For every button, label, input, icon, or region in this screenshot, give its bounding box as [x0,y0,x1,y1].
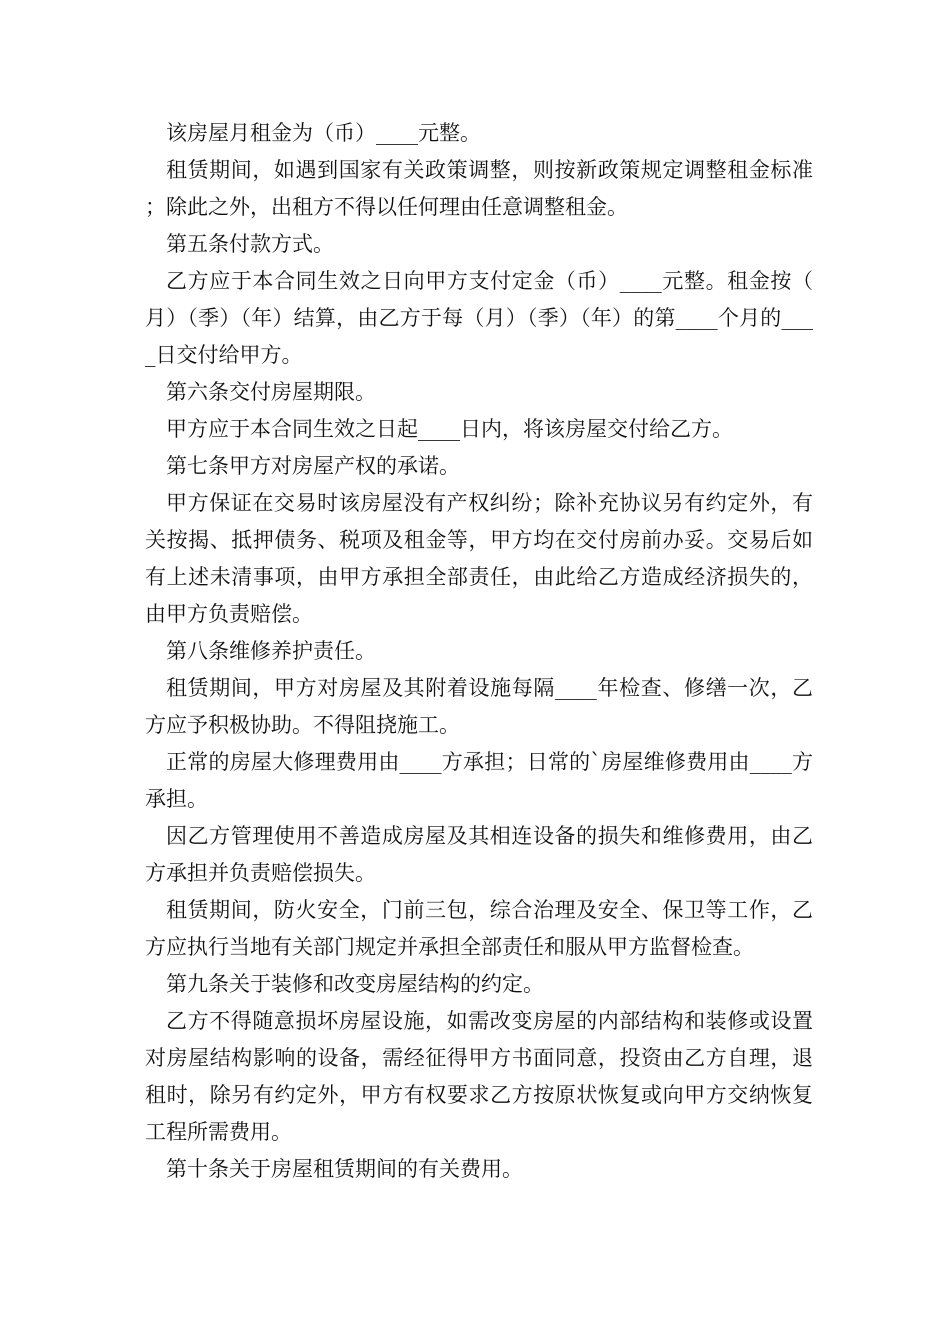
paragraph-damage-liability: 因乙方管理使用不善造成房屋及其相连设备的损失和维修费用，由乙方承担并负责赔偿损失。 [145,824,813,885]
paragraph-delivery-deadline: 甲方应于本合同生效之日起____日内，将该房屋交付给乙方。 [166,417,733,441]
document-page [145,115,813,1188]
article-9-heading: 第九条关于装修和改变房屋结构的约定。 [166,972,544,996]
article-10-heading: 第十条关于房屋租赁期间的有关费用。 [166,1157,523,1181]
article-6-heading: 第六条交付房屋期限。 [166,380,376,404]
article-8-heading: 第八条维修养护责任。 [166,639,376,663]
paragraph-rent-amount: 该房屋月租金为（币）____元整。 [166,121,481,145]
paragraph-property-rights: 甲方保证在交易时该房屋没有产权纠纷；除补充协议另有约定外，有关按揭、抵押债务、税项及租金等，甲方均在交付房前办妥。交易后如有上述未清事项，由甲方承担全部责任，由此给乙方造成经济损失的，由甲方负责赔偿。 [145,491,813,626]
paragraph-repair-costs: 正常的房屋大修理费用由____方承担；日常的`房屋维修费用由____方承担。 [145,750,813,811]
paragraph-inspection: 租赁期间，甲方对房屋及其附着设施每隔____年检查、修缮一次，乙方应予积极协助。不得阻挠施工。 [145,676,813,737]
article-7-heading: 第七条甲方对房屋产权的承诺。 [166,454,460,478]
paragraph-safety-duties: 租赁期间，防火安全，门前三包，综合治理及安全、保卫等工作，乙方应执行当地有关部门规定并承担全部责任和服从甲方监督检查。 [145,898,813,959]
paragraph-payment-terms: 乙方应于本合同生效之日向甲方支付定金（币）____元整。租金按（月）（季）（年）结算，由乙方于每（月）（季）（年）的第____个月的____日交付给甲方。 [145,269,813,367]
paragraph-rent-adjustment: 租赁期间，如遇到国家有关政策调整，则按新政策规定调整租金标准；除此之外，出租方不得以任何理由任意调整租金。 [145,158,813,219]
paragraph-renovation: 乙方不得随意损坏房屋设施，如需改变房屋的内部结构和装修或设置对房屋结构影响的设备，需经征得甲方书面同意，投资由乙方自理，退租时，除另有约定外，甲方有权要求乙方按原状恢复或向甲方交纳恢复工程所需费用。 [145,1009,813,1144]
article-5-heading: 第五条付款方式。 [166,232,334,256]
